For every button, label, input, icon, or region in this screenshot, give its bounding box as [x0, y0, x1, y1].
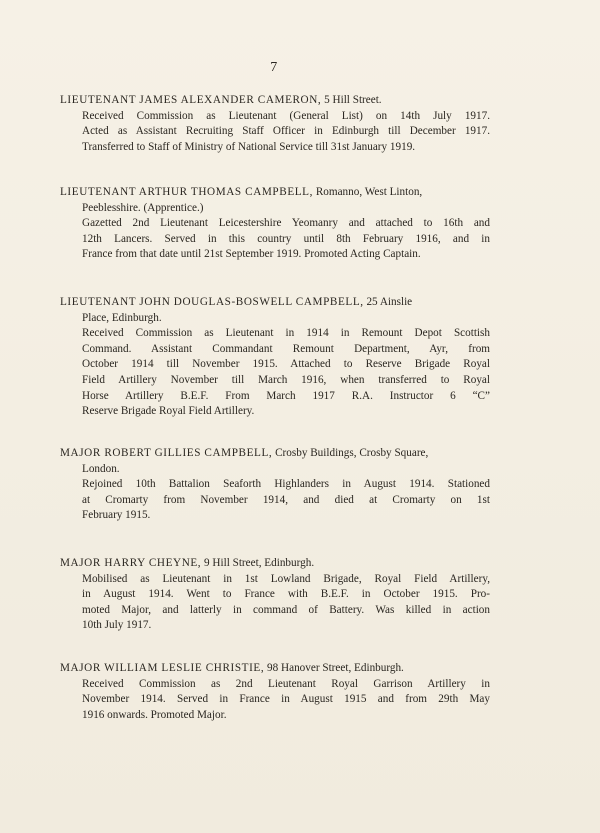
body-line: Received Commission as Lieutenant (General List) on 14th July 1917. — [82, 109, 490, 122]
page-number: 7 — [270, 60, 278, 75]
entry-christie — [60, 661, 490, 723]
body-line: Received Commission as 2nd Lieutenant Royal Garrison Artillery in — [82, 677, 490, 690]
body-line: France from that date until 21st September 1919. Promoted Acting Captain. — [82, 248, 421, 261]
body-line: February 1915. — [82, 509, 151, 522]
entry-name: LIEUTENANT JOHN DOUGLAS-BOSWELL CAMPBELL, — [60, 296, 364, 308]
body-line: Gazetted 2nd Lieutenant Leicestershire Yeomanry and attached to 16th and — [82, 217, 490, 230]
body-line: Acted as Assistant Recruiting Staff Officer in Edinburgh till December 1917. — [82, 125, 490, 138]
entry-body — [60, 326, 490, 420]
body-line: moted Major, and latterly in command of Battery. Was killed in action — [82, 603, 490, 616]
entry-body — [60, 572, 490, 634]
body-line: Command. Assistant Commandant Remount Department, Ayr, from — [82, 342, 490, 355]
entry-address-cont: Peeblesshire. (Apprentice.) — [82, 201, 204, 214]
entry-address-cont: London. — [82, 462, 120, 475]
body-line: Rejoined 10th Battalion Seaforth Highlanders in August 1914. Stationed — [82, 478, 490, 491]
entry-body — [60, 677, 490, 724]
entry-address: 98 Hanover Street, Edinburgh. — [264, 662, 404, 674]
entry-campbell-john — [60, 295, 490, 420]
entry-name: LIEUTENANT ARTHUR THOMAS CAMPBELL, — [60, 186, 314, 198]
body-line: 10th July 1917. — [82, 619, 152, 632]
body-line: October 1914 till November 1915. Attached to Reserve Brigade Royal — [82, 358, 490, 371]
entry-address: 25 Ainslie — [363, 296, 413, 308]
entry-cameron — [60, 93, 490, 155]
body-line: Reserve Brigade Royal Field Artillery. — [82, 405, 255, 418]
entry-address: Crosby Buildings, Crosby Square, — [272, 447, 429, 459]
entry-body — [60, 477, 490, 524]
entry-address: Romanno, West Linton, — [313, 186, 423, 198]
body-line: at Cromarty from November 1914, and died at Cromarty on 1st — [82, 493, 490, 506]
entry-campbell-arthur — [60, 185, 490, 263]
body-line: 12th Lancers. Served in this country until 8th February 1916, and in — [82, 232, 490, 245]
body-line: Field Artillery November till March 1916, when transferred to Royal — [82, 373, 490, 386]
body-line: Horse Artillery B.E.F. From March 1917 R.A. Instructor 6 “C” — [82, 389, 490, 402]
entry-heading — [60, 446, 490, 462]
entry-address: 9 Hill Street, Edinburgh. — [201, 557, 315, 569]
entry-name: LIEUTENANT JAMES ALEXANDER CAMERON, — [60, 94, 322, 106]
entry-campbell-robert — [60, 446, 490, 524]
entry-address-cont: Place, Edinburgh. — [82, 311, 162, 324]
entry-name: MAJOR WILLIAM LESLIE CHRISTIE, — [60, 662, 265, 674]
entry-body — [60, 109, 490, 156]
entry-heading — [60, 295, 490, 311]
body-line: Received Commission as Lieutenant in 1914 in Remount Depot Scottish — [82, 327, 490, 340]
body-line: November 1914. Served in France in August 1915 and from 29th May — [82, 693, 490, 706]
body-line: Transferred to Staff of Ministry of National Service till 31st January 1919. — [82, 140, 416, 153]
entry-name: MAJOR HARRY CHEYNE, — [60, 557, 202, 569]
body-line: in August 1914. Went to France with B.E.F. in October 1915. Pro- — [82, 588, 490, 601]
entry-address: 5 Hill Street. — [321, 94, 382, 106]
entry-body — [60, 216, 490, 263]
entry-heading — [60, 661, 490, 677]
entry-heading — [60, 556, 490, 572]
entry-name: MAJOR ROBERT GILLIES CAMPBELL, — [60, 447, 273, 459]
body-line: Mobilised as Lieutenant in 1st Lowland Brigade, Royal Field Artillery, — [82, 572, 490, 585]
entry-cheyne — [60, 556, 490, 634]
body-line: 1916 onwards. Promoted Major. — [82, 708, 227, 721]
entry-heading — [60, 185, 490, 201]
entry-heading — [60, 93, 490, 109]
